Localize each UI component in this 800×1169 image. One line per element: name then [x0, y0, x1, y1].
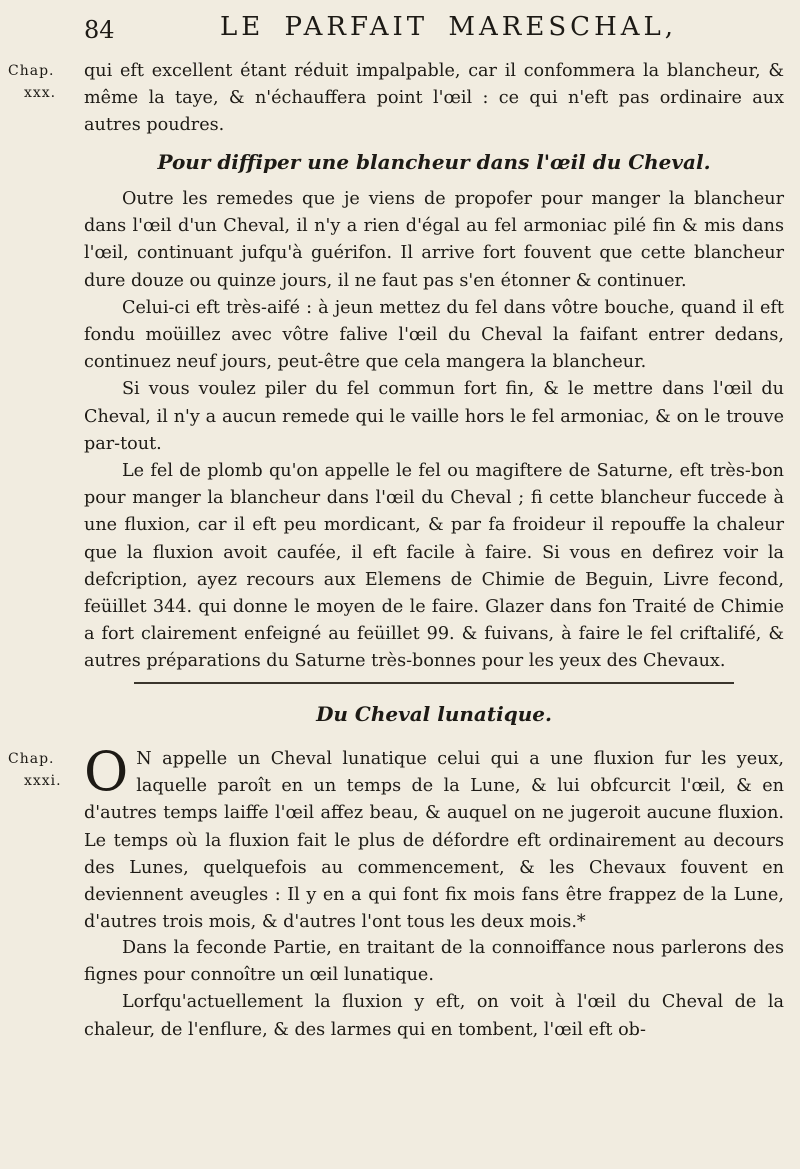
paragraph: Outre les remedes que je viens de propofer pour manger la blancheur dans l'œil d'un Cheval, il n'y a rien d'égal au fel armoniac pilé fin & mis dans l'œil, continuant jufqu'à guérifon. Il arrive fort fouvent que cette blancheur dure douze ou quinze jours, il ne faut pas s'en étonner & continuer.	[84, 189, 784, 291]
margin-note-number: xxxi.	[24, 773, 62, 789]
section-body-blancheur	[84, 186, 784, 676]
section-body-lunatique-intro	[84, 740, 784, 936]
margin-note-label: Chap.	[8, 63, 55, 79]
margin-note-label: Chap.	[8, 751, 55, 767]
paragraph: Si vous voulez piler du fel commun fort fin, & le mettre dans l'œil du Cheval, il n'y a aucun remede qui le vaille hors le fel armoniac, & on le trouve par-tout.	[84, 379, 784, 454]
paragraph: Lorfqu'actuellement la fluxion y eft, on voit à l'œil du Cheval de la chaleur, de l'enflure, & des larmes qui en tombent, l'œil eft ob-	[84, 992, 784, 1040]
margin-note-number: xxx.	[24, 85, 57, 101]
margin-note-chapter-30	[8, 60, 68, 104]
drop-cap: O	[84, 740, 129, 803]
section-heading-blancheur: Pour diffiper une blancheur dans l'œil du Cheval.	[157, 150, 711, 174]
paragraph: Le fel de plomb qu'on appelle le fel ou magiftere de Saturne, eft très-bon pour manger la blancheur dans l'œil du Cheval ; fi cette blancheur fuccede à une fluxion, car il eft peu mordicant, & par fa froideur il repouffe la chaleur que la fluxion avoit caufée, il eft facile à faire. Si vous en defirez voir la defcription, ayez recours aux Elemens de Chimie de Beguin, Livre fecond, feüillet 344. qui donne le moyen de le faire. Glazer dans fon Traité de Chimie a fort clairement enfeigné au feüillet 99. & fuivans, à faire le fel criftalifé, & autres préparations du Saturne très-bonnes pour les yeux des Chevaux.	[84, 461, 784, 672]
paragraph-with-drop-cap	[84, 740, 784, 936]
paragraph: Celui-ci eft très-aifé : à jeun mettez du fel dans vôtre bouche, quand il eft fondu moüillez avec vôtre falive l'œil du Cheval la faifant entrer dedans, continuez neuf jours, peut-être que cela mangera la blancheur.	[84, 297, 784, 373]
page-number: 84	[84, 16, 115, 44]
section-heading-lunatique: Du Cheval lunatique.	[316, 702, 552, 726]
section-divider	[134, 682, 734, 684]
running-title: LE PARFAIT MARESCHAL,	[220, 12, 678, 42]
margin-note-chapter-31	[8, 748, 68, 792]
section-body-lunatique	[84, 935, 784, 1044]
continuation-text: qui eft excellent étant réduit impalpable, car il confommera la blancheur, & même la taye, & n'échauffera point l'œil : ce qui n'eft pas ordinaire aux autres poudres.	[84, 61, 784, 136]
paragraph: Dans la feconde Partie, en traitant de la connoiffance nous parlerons des fignes pour connoître un œil lunatique.	[84, 938, 784, 986]
paragraph-text: N appelle un Cheval lunatique celui qui a une fluxion fur les yeux, laquelle paroît en un temps de la Lune, & lui obfcurcit l'œil, & en d'autres temps laiffe l'œil affez beau, & auquel on ne jugeroit aucune fluxion. Le temps où la fluxion fait le plus de défordre eft ordinairement au decours des Lunes, quelquefois au commencement, & les Chevaux fouvent en deviennent aveugles : Il y en a qui font fix mois fans être frappez de la Lune, d'autres trois mois, & d'autres l'ont tous les deux mois.*	[84, 749, 784, 933]
continuation-paragraph	[84, 58, 784, 140]
